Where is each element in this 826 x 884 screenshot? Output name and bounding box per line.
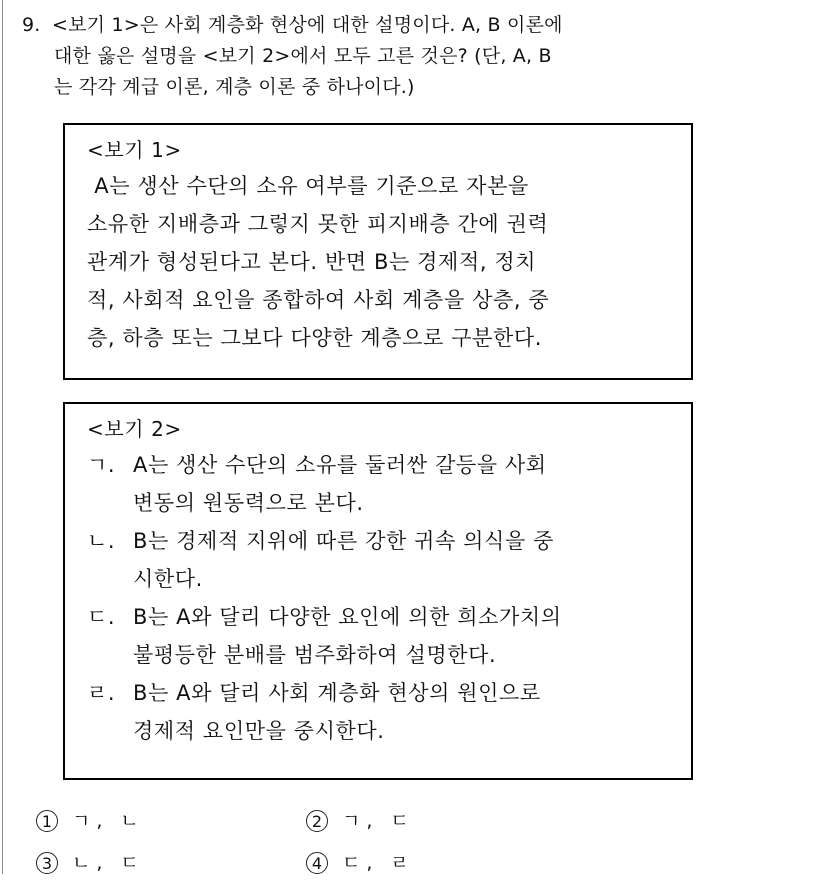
question-line-1: 9. <보기 1>은 사회 계층화 현상에 대한 설명이다. A, B 이론에 <box>22 10 802 41</box>
choice-value: ㄱ, ㄴ <box>72 810 145 832</box>
statement-mark: ㄴ. <box>87 529 116 553</box>
choice-3[interactable] <box>36 842 306 884</box>
example-box-1-title: <보기 1> <box>87 138 182 162</box>
question-line-3: 는 각각 계급 이론, 계층 이론 중 하나이다.) <box>54 76 415 98</box>
statement-mark: ㄱ. <box>87 453 116 477</box>
choice-value: ㄷ, ㄹ <box>342 852 415 874</box>
circled-number-icon: 1 <box>36 810 58 832</box>
example-box-1-line: 적, 사회적 요인을 종합하여 사회 계층을 상층, 중 <box>87 288 550 312</box>
question-line-2: 대한 옳은 설명을 <보기 2>에서 모두 고른 것은? (단, A, B <box>54 45 552 67</box>
statement-item-d: ㄹ. B는 A와 달리 사회 계층화 현상의 원인으로 경제적 요인만을 중시한다. <box>87 674 691 750</box>
example-box-1 <box>63 123 693 380</box>
example-box-1-line: 소유한 지배층과 그렇지 못한 피지배층 간에 권력 <box>87 212 549 236</box>
example-box-1-line: 층, 하층 또는 그보다 다양한 계층으로 구분한다. <box>87 326 543 350</box>
statement-item-b: ㄴ. B는 경제적 지위에 따른 강한 귀속 의식을 중 시한다. <box>87 522 691 598</box>
statement-item-c: ㄷ. B는 A와 달리 다양한 요인에 의한 희소가치의 불평등한 분배를 범주화하여 설명한다. <box>87 598 691 674</box>
circled-number-icon: 4 <box>306 852 328 874</box>
example-box-2 <box>63 402 693 780</box>
answer-choices <box>36 800 736 884</box>
choice-row-1 <box>36 800 736 842</box>
choice-1[interactable] <box>36 800 306 842</box>
choice-value: ㄱ, ㄷ <box>342 810 415 832</box>
question-number: 9. <box>22 14 41 36</box>
circled-number-icon: 2 <box>306 810 328 832</box>
example-box-2-title: <보기 2> <box>87 417 182 441</box>
circled-number-icon: 3 <box>36 852 58 874</box>
page-margin-rule <box>2 0 3 874</box>
statement-item-a: ㄱ. A는 생산 수단의 소유를 둘러싼 갈등을 사회 변동의 원동력으로 본다. <box>87 446 691 522</box>
choice-row-2 <box>36 842 736 884</box>
statement-mark: ㄷ. <box>87 605 116 629</box>
statement-mark: ㄹ. <box>87 681 116 705</box>
choice-2[interactable] <box>306 800 576 842</box>
choice-value: ㄴ, ㄷ <box>72 852 145 874</box>
example-box-1-line: 관계가 형성된다고 본다. 반면 B는 경제적, 정치 <box>87 250 537 274</box>
question-stem <box>22 10 802 103</box>
choice-4[interactable] <box>306 842 576 884</box>
example-box-1-line: A는 생산 수단의 소유 여부를 기준으로 자본을 <box>87 174 529 198</box>
